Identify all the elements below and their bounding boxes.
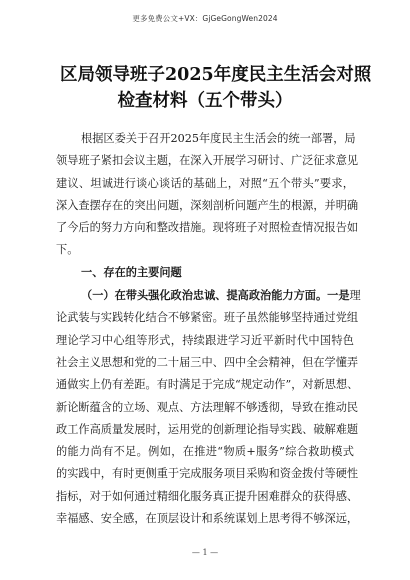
paragraph-line: 根据区委关于召开2025年度民主生活会的统一部署，局: [81, 132, 356, 145]
paragraph-line: 领导班子紧扣会议主题，在深入开展学习研讨、广泛征求意见: [56, 154, 359, 168]
title-line-1: 区局领导班子2025年度民主生活会对照: [60, 65, 372, 85]
paragraph-line: 社会主义思想和党的二十届三中、四中全会精神，但在学懂弄: [56, 355, 359, 369]
page-number: — 1 —: [191, 548, 219, 557]
subsection-line: [56, 284, 361, 307]
paragraph-line: 指标，对于如何通过精细化服务真正提升困难群众的获得感、: [56, 489, 359, 503]
header-promo-text: 更多免费公文+VX：GjGeGongWen2024: [132, 13, 278, 23]
paragraph-line: 政工作高质量发展时，运用党的创新理论指导实践、破解难题: [56, 422, 359, 436]
page-header: [0, 0, 410, 36]
paragraph-line: 深入查摆存在的突出问题，深刻剖析问题产生的根源，并明确: [56, 198, 359, 212]
paragraph-line: 通做实上仍有差距。有时满足于完成“规定动作”，对新思想、: [56, 378, 359, 392]
document-body: [56, 128, 361, 530]
paragraph-line: 了今后的努力方向和整改措施。现将班子对照检查情况报告如: [56, 221, 359, 235]
paragraph-line: 理论学习中心组等形式，持续跟进学习近平新时代中国特色: [56, 333, 354, 347]
paragraph-line: 论武装与实践转化结合不够紧密。班子虽然能够坚持通过党组: [56, 311, 359, 325]
paragraph-line: 幸福感、安全感，在顶层设计和系统谋划上思考得不够深远，: [56, 512, 359, 526]
paragraph-line: 下。: [56, 243, 79, 257]
paragraph-line: 建议、坦诚进行谈心谈话的基础上，对照“五个带头”要求，: [56, 176, 354, 190]
paragraph-line: 新论断蕴含的立场、观点、方法理解不够透彻，导致在推动民: [56, 400, 359, 414]
section-heading: 一、存在的主要问题: [81, 265, 182, 279]
title-line-2: 检查材料（五个带头）: [117, 91, 293, 111]
subsection-rest: 理: [349, 289, 361, 303]
paragraph-line: 的能力尚有不足。例如，在推进“物质+服务”综合救助模式: [56, 445, 354, 459]
document-title: [60, 62, 372, 114]
paragraph-line: 的实践中，有时更侧重于完成服务项目采购和资金拨付等硬性: [56, 467, 359, 481]
subsection-lead: （一）在带头强化政治忠诚、提高政治能力方面。一是: [81, 288, 350, 303]
